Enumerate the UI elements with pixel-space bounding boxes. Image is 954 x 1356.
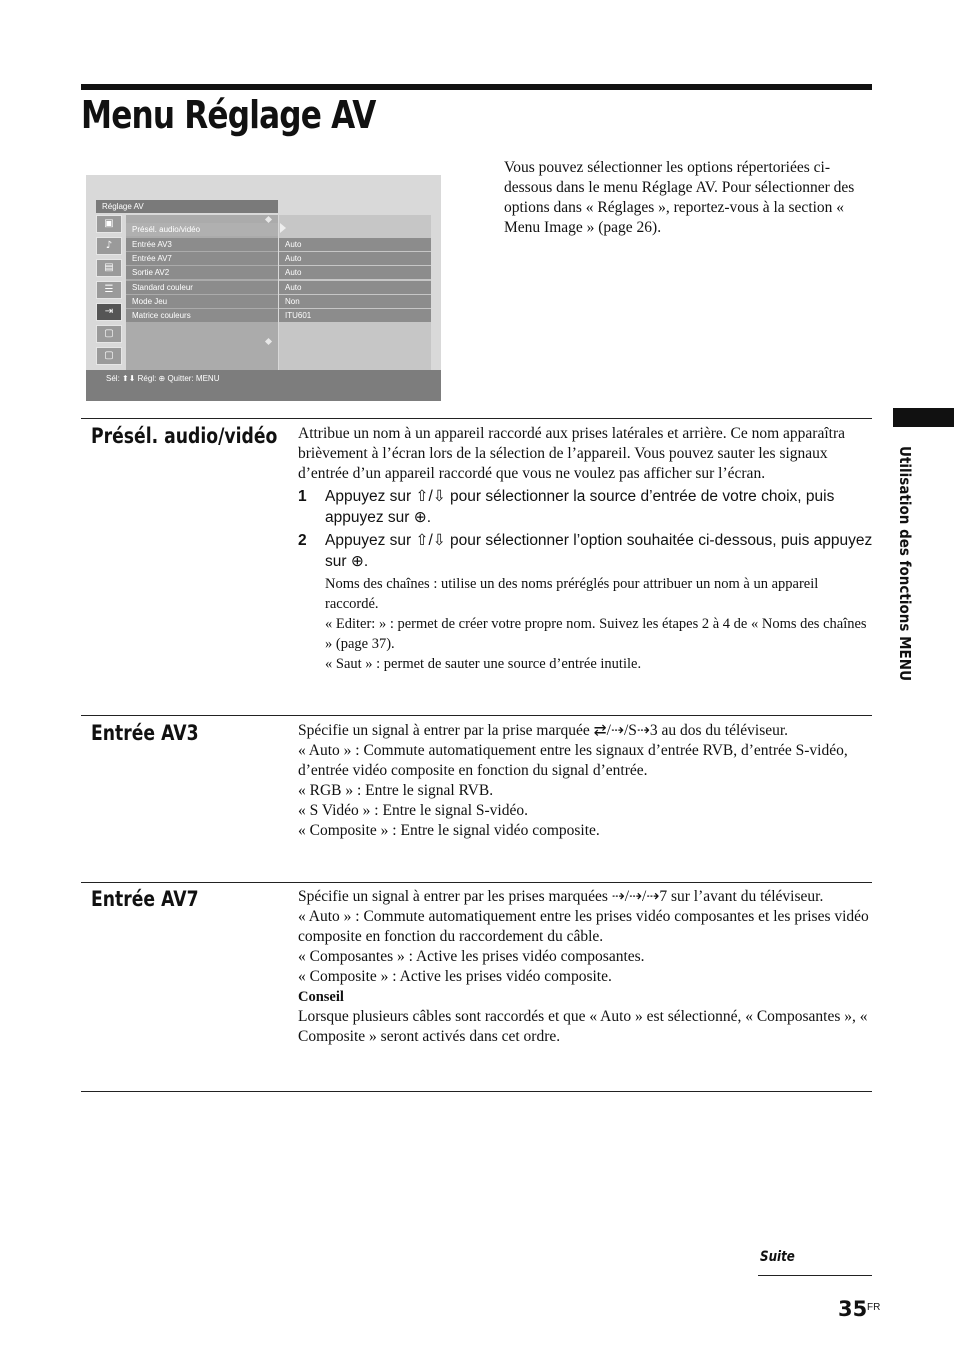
av3-option-auto: « Auto » : Commute automatiquement entre les signaux d’entrée RVB, d’entrée S-vidéo, d’entrée vidéo composite en fonction du signal d’entrée. [298,742,848,779]
menu-footer: Sél: ⬆⬇ Régl: ⊕ Quitter: MENU [86,370,441,401]
chapter-label: Utilisation des fonctions MENU [896,446,914,682]
section-body-av3 [298,721,873,841]
section-divider [81,418,872,419]
continued-rule [758,1275,872,1276]
av3-option-rgb: « RGB » : Entre le signal RVB. [298,782,494,799]
section-divider [81,1091,872,1092]
pc-icon: ▢ [96,325,122,343]
step-number: 1 [298,488,307,505]
tip-title: Conseil [298,989,344,1005]
page-language: FR [867,1302,881,1313]
av3-option-composite: « Composite » : Entre le signal vidéo composite. [298,822,600,839]
menu-header: Réglage AV [96,200,278,213]
av7-description: Spécifie un signal à entrer par les prises marquées ⇢/⇢/⇢7 sur l’avant du téléviseur. [298,888,824,905]
preset-option-skip: « Saut » : permet de sauter une source d’entrée inutile. [325,656,642,672]
av3-option-svideo: « S Vidéo » : Entre le signal S-vidéo. [298,802,528,819]
menu-icon-column [96,215,126,369]
section-title-av3: Entrée AV3 [91,721,199,745]
preset-option-names: Noms des chaînes : utilise un des noms préréglés pour attribuer un nom à un appareil raccordé. [325,576,819,612]
section-title-av7: Entrée AV7 [91,887,199,911]
extra-icon: ▢ [96,347,122,365]
section-divider [81,882,872,883]
picture-icon: ▣ [96,215,122,233]
page-number: 35 [838,1297,868,1321]
av7-option-composite: « Composite » : Active les prises vidéo composite. [298,968,612,985]
tip-text: Lorsque plusieurs câbles sont raccordés et que « Auto » est sélectionné, « Composantes », « Composite » seront activés dans cet ordre. [298,1008,868,1045]
preset-option-edit: « Editer: » : permet de créer votre propre nom. Suivez les étapes 2 à 4 de « Noms des chaînes » (page 37). [325,616,867,652]
section-body-av7 [298,887,873,1047]
intro-text: Vous pouvez sélectionner les options répertoriées ci-dessous dans le menu Réglage AV. Pour sélectionner des options dans « Réglages », reportez-vous à la section « Menu Image » (page 26). [504,159,855,236]
step-2: 2 Appuyez sur ⇧/⇩ pour sélectionner l’option souhaitée ci-dessous, puis appuyez sur ⊕. [298,532,873,570]
preset-description: Attribue un nom à un appareil raccordé aux prises latérales et arrière. Ce nom apparaîtra brièvement à l’écran lors de la sélection de l’appareil. Vous pouvez sauter les signaux d’entrée d’un appareil raccordé que vous ne voulez pas afficher sur l’écran. [298,425,845,482]
section-divider [81,715,872,716]
sound-icon: ♪ [96,237,122,255]
settings-icon: ☰ [96,281,122,299]
section-title-preset: Présél. audio/vidéo [91,424,278,448]
title-rule [81,84,872,90]
av-setup-icon: ⇥ [96,303,122,321]
continued-label: Suite [760,1249,795,1265]
chapter-tab [893,408,954,427]
section-body-preset [298,424,873,674]
page-title: Menu Réglage AV [81,93,376,137]
step-1: 1 Appuyez sur ⇧/⇩ pour sélectionner la source d’entrée de votre choix, puis appuyez sur ⊕. [298,488,835,526]
menu-screenshot: Réglage AV ▣ ♪ ▤ ☰ ⇥ ▢ ▢ Présél. audio/vidéo Entrée AV3 Auto Entrée AV7 Auto Sortie AV2 Auto Standard couleur Auto Mode Jeu Non Matrice couleurs ITU601 Sél: ⬆⬇ Régl: ⊕ Quitter: MENU [86,175,441,401]
step-number: 2 [298,532,307,549]
arrow-right-icon [280,223,286,233]
av3-description: Spécifie un signal à entrer par la prise marquée ⇄/⇢/S⇢3 au dos du téléviseur. [298,722,789,739]
av7-option-component: « Composantes » : Active les prises vidéo composantes. [298,948,645,965]
screen-icon: ▤ [96,259,122,277]
av7-option-auto: « Auto » : Commute automatiquement entre les prises vidéo composantes et les prises vidéo composite en fonction du raccordement du câble. [298,908,869,945]
